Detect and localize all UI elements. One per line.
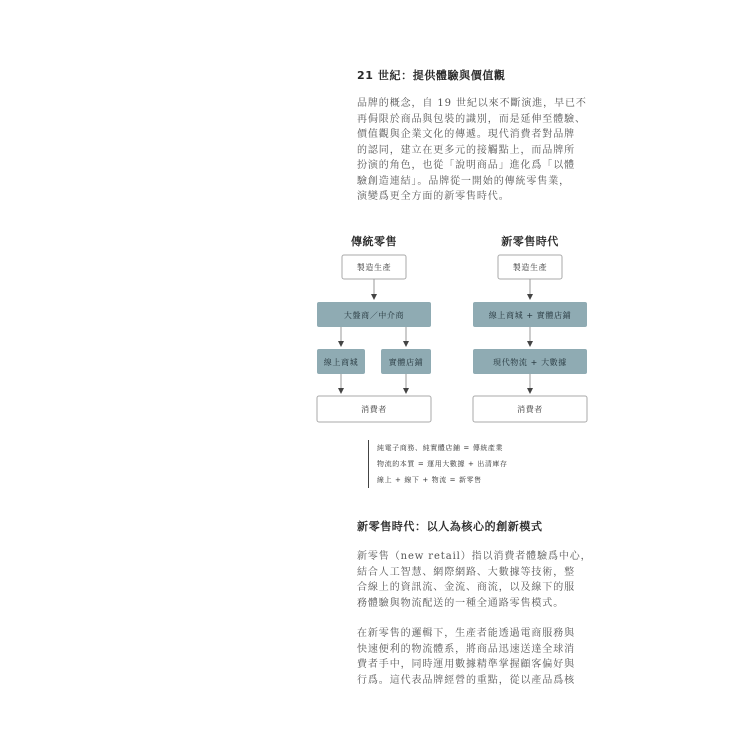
paragraph-line: 在新零售的邏輯下，生產者能透過電商服務與 xyxy=(357,628,575,639)
paragraph-line: 快速便利的物流體系，將商品迅速送達全球消 xyxy=(357,643,575,655)
left-store-label: 實體店鋪 xyxy=(388,358,424,367)
paragraph-line: 驗創造連結」。品牌從一開始的傳統零售業， xyxy=(357,175,570,187)
traditional-retail-title: 傳統零售 xyxy=(351,235,397,248)
paragraph-line: 扮演的角色，也從「說明商品」進化爲「以體 xyxy=(357,160,575,171)
section-title-new-retail: 新零售時代：以人為核心的創新模式 xyxy=(357,520,543,533)
note-line: 純電子商務、純實體店鋪 = 傳統產業 xyxy=(377,444,504,452)
paragraph-line: 再侷限於商品與包裝的識別，而是延伸至體驗、 xyxy=(357,113,586,125)
right-produce-label: 製造生產 xyxy=(512,263,548,272)
left-consumer-label: 消費者 xyxy=(361,405,387,414)
note-line: 物流的本質 = 運用大數據 + 出清庫存 xyxy=(377,460,508,468)
right-logistics-label: 現代物流 + 大數據 xyxy=(493,358,567,367)
paragraph-line: 品牌的概念，自 19 世紀以來不斷演進，早已不 xyxy=(357,98,587,109)
left-middleman-label: 大盤商／中介商 xyxy=(343,311,405,320)
new-retail-definition-paragraph xyxy=(357,549,592,611)
paragraph-line: 費者手中，同時運用數據精準掌握顧客偏好與 xyxy=(357,659,575,670)
new-retail-logic-paragraph xyxy=(357,626,589,688)
left-produce-label: 製造生產 xyxy=(356,263,392,272)
diagram-notes xyxy=(368,440,508,488)
paragraph-line: 務體驗與物流配送的一種全通路零售模式。 xyxy=(357,597,565,609)
paragraph-line: 合線上的資訊流、金流、商流，以及線下的服 xyxy=(357,582,575,593)
paragraph-line: 演變爲更全方面的新零售時代。 xyxy=(357,191,510,202)
note-line: 線上 + 線下 + 物流 = 新零售 xyxy=(377,476,482,484)
left-online-label: 線上商城 xyxy=(323,358,359,367)
right-channel-label: 線上商城 + 實體店鋪 xyxy=(488,311,572,320)
paragraph-line: 價值觀與企業文化的傳遞。現代消費者對品牌 xyxy=(357,129,575,140)
right-consumer-label: 消費者 xyxy=(517,405,543,414)
paragraph-line: 行爲。這代表品牌經營的重點，從以產品爲核 xyxy=(357,674,575,686)
paragraph-line: 的認同，建立在更多元的接觸點上，而品牌所 xyxy=(357,144,575,156)
paragraph-line: 新零售（new retail）指以消費者體驗爲中心， xyxy=(357,551,592,562)
paragraph-line: 結合人工智慧、網際網路、大數據等技術，整 xyxy=(357,566,575,578)
new-retail-title: 新零售時代 xyxy=(501,235,559,248)
section-title-21st-century: 21 世紀：提供體驗與價值觀 xyxy=(357,69,506,82)
